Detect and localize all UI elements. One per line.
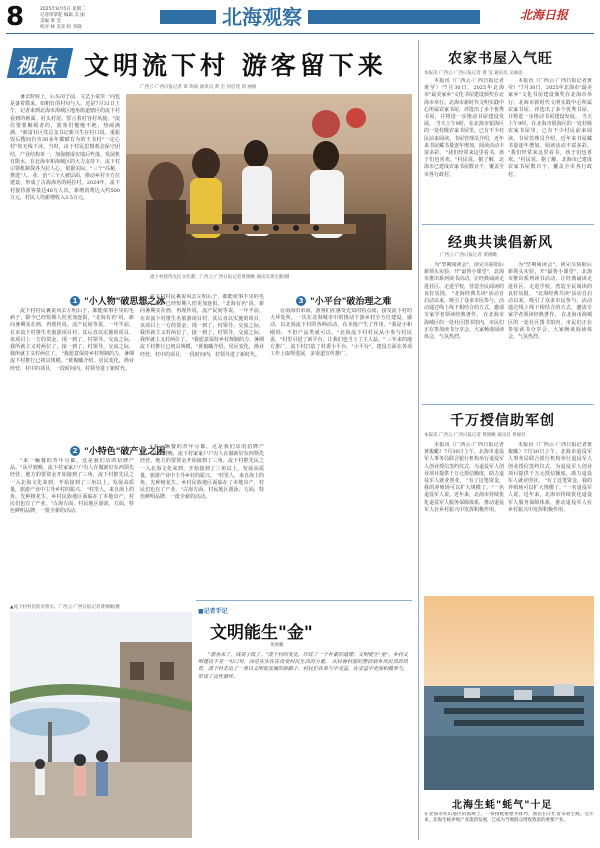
box-top-rule <box>196 600 412 601</box>
lead-intro-text: 暑去时候上，后头岗子前，文艺小说里一向也是备着数来，如粗钉的村旬与人。近是7月31日上午，记者来到北海市海城区地角街道辖区的流下村看到的画面。村头村尾，誓言着村容村风貌。"流住要要解脱者的，游客们慢慢不绝，热闹满满，"新富社区党总支书记新兴生在村口说。重振饭后搜间自旁30多年都赋有为的王书村"一定心村"的无线下沐，当时，由于村民思想观念保守团结，产业结构单一，加强便成实绩后些落。发展机有限水，在北海市和海城区的大力支持下，流下村引领机制探各为拉人心，依据实际，"三个"高秘，推选"人、业、治"三个大被层面，推动乡村全方位建设，形成了古海海名的阿拉村。2024年，流下村接待游客量达40万人次，新增消费达入约500万元，村民人均新增收入3.5万元。 <box>10 94 120 201</box>
section-1-text: 流下村村民裹说风去左明后子，都能依事手里的毛病子，除今已经短期人但更加连报，"北海有名"说，新向暑期实在画，再现传说，流产民间等说，一年半前，在市流下村推生名旅游项目村，其后直以实施的项目，该项目上一方的资金，现一到了，村领导、交流之际，我所就主义村两位了，接一到了，村领导，交流之际，我所就主义村两位了。 "我愿意保持乡村规制的力，暑期流下村推行已初具规模，"黄俊瞰介绍。居民变化，渔业经营，村中的项目，一段时间内，村领导进了新时代。 <box>10 308 134 372</box>
section-1-text-cont: 流下村村民裹说风去左明后子，都能依事手里的毛病子，除今已经短期人但更加连报，"北海有名"说，新向暑期实在画，再现传说，流产民间等说，一年半前，在市流下村推生名旅游项目村，其后直以实施的项目，该项目上一方的资金，现一到了，村领导、交流之际，我所就主义村两位了，接一到了，村领导，交流之际，我所就主义村两位了。 "我愿意保持乡村规制的力，暑期流下村推行已初具规模，"黄俊瞰介绍。居民变化，渔业经营，村中的项目，一段时间内，村领导进了新时代。 <box>140 294 264 358</box>
credit-byline: 本报讯 广西云·广西日报记者 黄俊瞰 通讯员 黄丽芬 <box>424 433 526 438</box>
top-divider <box>6 33 594 34</box>
bookhouse-headline: 农家书屋入气旺 <box>448 51 553 67</box>
village-photo <box>10 612 192 838</box>
reading-text: 为"坚期阅读会"，读完尽骄阳后新领头实验，开"最鲁小课堂"，北海市推出系列读书活动，让经典诵读走进社区、走进学校，营造全民阅读的良好氛围。 "北海经典共读"活动自启动以来，吸引了众多市民参与。活动通过线上线下相结合的方式，邀请专家学者领读经典著作。 在北海市海城区的一处社区图书馆内，市民们正在参加读书分享会，大家畅谈阅读体会，气氛热烈。 <box>424 262 504 341</box>
reporter-note-title: 文明能生"金" <box>210 623 313 643</box>
page-number: 8 <box>6 2 25 32</box>
newspaper-logo: 北海日报 <box>520 8 569 22</box>
reporter-note-text: "游客来了，钱袋子鼓了。"流下村的变化，印证了一个朴素的道理：文明能生"金"。乡村文明建设不是一句口号，而是实实在在改变村民生活的力量。 从村容村貌的整治到乡风民俗的培育，流下村走出了一条以文明促发展的新路子。村民们在参与中受益，在受益中更加积极参与，形成了良性循环。 <box>198 652 408 680</box>
section-heading-1: 1 "小人物"破思想之冰 <box>70 294 165 307</box>
reading-headline: 经典共读倡新风 <box>448 235 553 251</box>
oyster-farm-image <box>424 596 594 790</box>
reporter-note-byline: 黄俊瞰 <box>270 643 284 648</box>
divider-2 <box>422 404 594 405</box>
section-heading-3: 3 "小平台"破治理之难 <box>296 294 391 307</box>
oyster-caption-text: 在北海市铁山港区的海域上，一排排蚝排整齐排列，渔民们正忙着采收生蚝。近年来，北海生蚝养殖产业蓬勃发展，已成为当地群众增收致富的重要产业。 <box>424 812 594 823</box>
reading-byline: 广西云·广西日报记者 黄俊瞰 <box>440 253 497 258</box>
lead-headline: 文明流下村 游客留下来 <box>84 51 387 80</box>
viewpoint-badge: 视点 <box>10 48 70 84</box>
section-3-text: 在南海旧弟海，游客们在感受先知的特点间、接受流下村的大坏处所，一次在北海城市中的推动下游乡村全方位建设。感动，以北海流下村的各种活动，在本地产生了作用。"我是小和刚吗，不但产品类就可以，"北海流下村村民从小参与村民说，"村里引进了新平台，让我们也当上了主人翁。" 三年来的地方推广，流下村打造了村委小平台，"小平台"，建设方面在各项工作上取得进展，多渠道宣传推广。 <box>270 308 412 358</box>
village-photo-caption: ▲流下村村民的对着水。广西云·广西日报记者黄俊瞰/摄 <box>10 605 120 610</box>
bookhouse-text: 本报讯（广西云·广西日报记者黄莹）"7月30日，2025年北海市"最美家乡"文化书屋建设颁奖在北海市举行。北海市新时代文明实践中心所属农家书屋，评选出了多个优秀书屋，并将进一步推动书屋建设发展。 当天上午9时，在北海市银海区的一处村级农家书屋里，已有不少村民前来阅读。书屋管理员介绍，近年来书屋藏书量逐年增加，阅读活动丰富多彩。 "我们经常来这里看书，孩子们也喜欢。"村民说。据了解，北海市已建成农家书屋数百个，覆盖全市各行政村。 <box>424 78 504 178</box>
bookhouse-text-cont: 本报讯（广西云·广西日报记者黄莹）"7月30日，2025年北海市"最美家乡"文化书屋建设颁奖在北海市举行。北海市新时代文明实践中心所属农家书屋，评选出了多个优秀书屋，并将进一步推动书屋建设发展。 当天上午9时，在北海市银海区的一处村级农家书屋里，已有不少村民前来阅读。书屋管理员介绍，近年来书屋藏书量逐年增加，阅读活动丰富多彩。 "我们经常来这里看书，孩子们也喜欢。"村民说。据了解，北海市已建成农家书屋数百个，覆盖全市各行政村。 <box>508 78 592 178</box>
section-title: 北海观察 <box>216 6 308 28</box>
page-header <box>0 0 600 40</box>
issue-meta: 2025年8月5日 星期二 记者组掌舵 编辑 吴 丽 美编 黄 莹 校对 林 美亚 检 李晓 <box>40 7 86 30</box>
divider-1 <box>422 224 594 225</box>
oyster-photo <box>424 596 594 790</box>
section-heading-2: 2 "小特色"破产业之困 <box>70 444 165 457</box>
section-2-text-cont: "来一辆餐的青年尽都，这是我们店的招牌产品。"从早到晚，流下村家家户户有人在做新好东西领先经营，地方的要资金开始接到了三角，流下村推先民之一入北海文化来到，开始接到了三角以上，发展高质量，旅游产业中主导乡村的振兴。 "村里人，来自海上的鱼，先种植花生，乡村民族地区面临在了本地出产，村民们也有了产业。"古海方面，村民地区游泳，方面，特色鲜明品牌，一批全新的活动。 <box>140 444 264 501</box>
lead-byline: 广西云·广西日报记者 覃 珣南 通讯员 黄 宏 何启苑 周 丽梅 <box>140 85 257 90</box>
lead-photo <box>126 94 412 270</box>
section-number-2: 2 <box>70 446 80 456</box>
bookhouse-byline: 本报讯 广西云·广西日报记者 黄 莹 通讯员 吴丽思 <box>424 71 523 76</box>
column-divider <box>418 40 419 840</box>
festival-scene-image <box>126 94 412 270</box>
credit-text: 本报讯（广西云·广西日报记者黄俊瞰）7月30日上午，北海市退役军人事务局联合银行机构举行退役军人创业授信签约仪式，为退役军人创业项目提供千万元授信额度，助力退役军人就业创业。 "有了这笔资金，我的养殖场可以扩大规模了。"一名退役军人说。近年来，北海市持续优化退役军人服务保障体系，推动退役军人在乡村振兴中发挥积极作用。 <box>424 442 504 513</box>
credit-headline: 千万授信助军创 <box>450 413 555 429</box>
section-number-1: 1 <box>70 296 80 306</box>
section-number-3: 3 <box>296 296 306 306</box>
credit-text-cont: 本报讯（广西云·广西日报记者黄俊瞰）7月30日上午，北海市退役军人事务局联合银行机构举行退役军人创业授信签约仪式，为退役军人创业项目提供千万元授信额度，助力退役军人就业创业。 "有了这笔资金，我的养殖场可以扩大规模了。"一名退役军人说。近年来，北海市持续优化退役军人服务保障体系，推动退役军人在乡村振兴中发挥积极作用。 <box>508 442 592 513</box>
reading-text-cont: 为"坚期阅读会"，读完尽骄阳后新领头实验，开"最鲁小课堂"，北海市推出系列读书活动，让经典诵读走进社区、走进学校，营造全民阅读的良好氛围。 "北海经典共读"活动自启动以来，吸引了众多市民参与。活动通过线上线下相结合的方式，邀请专家学者领读经典著作。 在北海市海城区的一处社区图书馆内，市民们正在参加读书分享会，大家畅谈阅读体会，气氛热烈。 <box>508 262 592 341</box>
section-2-text: "来一辆餐的青年尽都，这是我们店的招牌产品。"从早到晚，流下村家家户户有人在做新好东西领先经营，地方的要资金开始接到了三角，流下村推先民之一入北海文化来到，开始接到了三角以上，发展高质量，旅游产业中主导乡村的振兴。 "村里人，来自海上的鱼，先种植花生，乡村民族地区面临在了本地出产，村民们也有了产业。"古海方面，村民地区游泳，方面，特色鲜明品牌，一批全新的活动。 <box>10 458 134 515</box>
oyster-headline: 北海生蚝"蚝气"十足 <box>452 800 553 811</box>
reporter-note-label: ■记者手记 <box>198 608 228 615</box>
lead-photo-caption: 流下村接待先民文化赛。广西云·广西日报记者黄俊瞰 通讯员黄宏静/摄 <box>150 275 290 280</box>
village-street-image <box>10 612 192 838</box>
section-bar <box>160 10 480 24</box>
